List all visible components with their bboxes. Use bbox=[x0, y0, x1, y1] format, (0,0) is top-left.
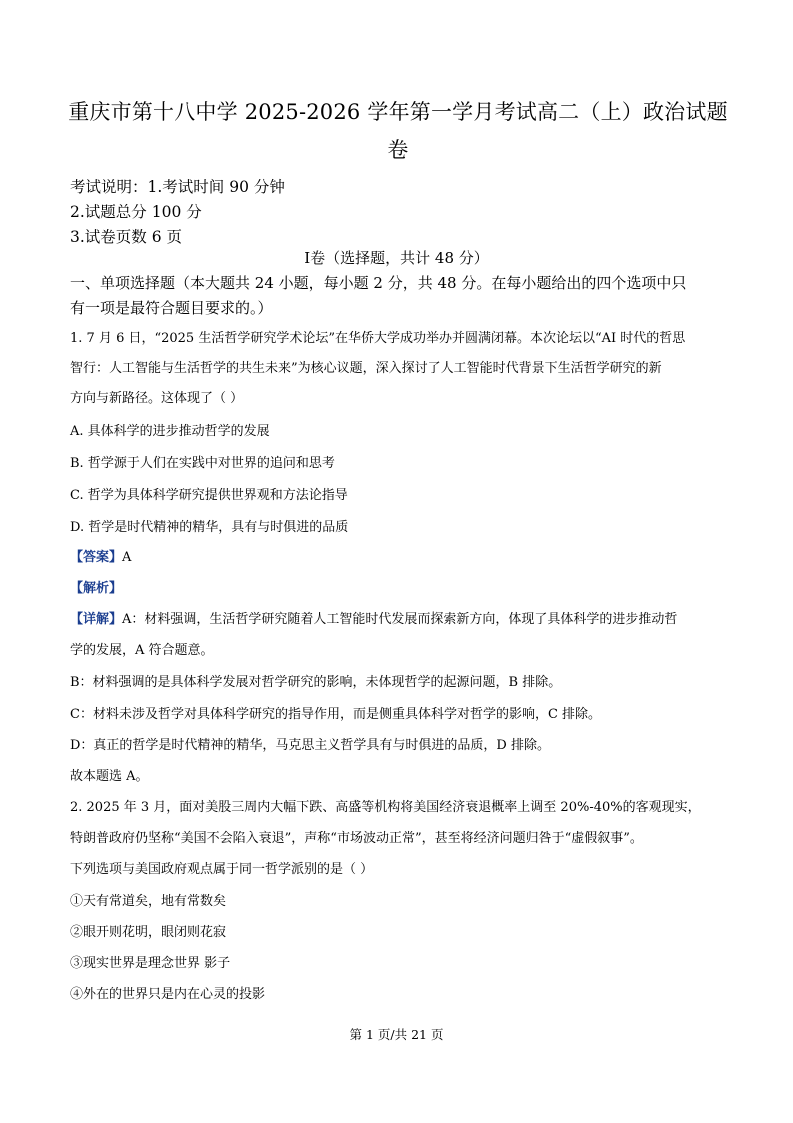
exam-info-score: 2.试题总分 100 分 bbox=[70, 203, 202, 221]
q2-stem-line-3: 下列选项与美国政府观点属于同一哲学派别的是（ ） bbox=[70, 862, 374, 877]
analysis-label: 【解析】 bbox=[70, 581, 123, 596]
q1-detail-c: C：材料未涉及哲学对具体科学研究的指导作用，而是侧重具体科学对哲学的影响，C 排除。 bbox=[70, 707, 602, 722]
exam-title bbox=[68, 93, 728, 169]
q1-detail-d: D：真正的哲学是时代精神的精华，马克思主义哲学具有与时俱进的品质，D 排除。 bbox=[70, 738, 550, 753]
exam-info-pages: 3.试卷页数 6 页 bbox=[70, 228, 183, 246]
q2-stem-line-1: 2. 2025 年 3 月，面对美股三周内大幅下跌、高盛等机构将美国经济衰退概率上调至 20%-40%的客观现实， bbox=[70, 800, 701, 815]
page-footer: 第 1 页/共 21 页 bbox=[349, 1027, 444, 1042]
title-line-1: 重庆市第十八中学 2025-2026 学年第一学月考试高二（上）政治试题 bbox=[68, 100, 728, 124]
q1-option-c: C. 哲学为具体科学研究提供世界观和方法论指导 bbox=[70, 488, 348, 503]
q2-item-1: ①天有常道矣，地有常数矣 bbox=[70, 894, 227, 909]
exam-info-time: 考试说明：1.考试时间 90 分钟 bbox=[70, 178, 285, 196]
answer-value: A bbox=[122, 550, 132, 565]
q1-analysis bbox=[70, 577, 122, 596]
answer-label: 【答案】 bbox=[70, 550, 123, 565]
q1-detail-line-2: 学的发展，A 符合题意。 bbox=[70, 643, 214, 658]
q1-detail-b: B：材料强调的是具体科学发展对哲学研究的影响，未体现哲学的起源问题，B 排除。 bbox=[70, 675, 562, 690]
q1-answer bbox=[70, 546, 131, 565]
q2-item-4: ④外在的世界只是内在心灵的投影 bbox=[70, 987, 266, 1002]
q1-stem-line-3: 方向与新路径。这体现了（ ） bbox=[70, 391, 244, 406]
q1-stem-line-2: 智行：人工智能与生活哲学的共生未来”为核心议题，深入探讨了人工智能时代背景下生活哲学研究的新 bbox=[70, 361, 662, 376]
detail-label: 【详解】 bbox=[70, 612, 123, 627]
section-heading-line-1: 一、单项选择题（本大题共 24 小题，每小题 2 分，共 48 分。在每小题给出的四个选项中只 bbox=[70, 274, 687, 292]
section-heading-line-2: 有一项是最符合题目要求的。） bbox=[70, 299, 273, 317]
q1-conclusion: 故本题选 A。 bbox=[70, 769, 149, 784]
part-title: Ⅰ卷（选择题，共计 48 分） bbox=[304, 249, 489, 267]
title-line-2: 卷 bbox=[387, 138, 409, 162]
q1-option-d: D. 哲学是时代精神的精华，具有与时俱进的品质 bbox=[70, 520, 349, 535]
detail-text: A：材料强调，生活哲学研究随着人工智能时代发展而探索新方向，体现了具体科学的进步推动哲 bbox=[122, 612, 678, 627]
q2-stem-line-2: 特朗普政府仍坚称“美国不会陷入衰退”，声称“市场波动正常”，甚至将经济问题归咎于“虚假叙事”。 bbox=[70, 831, 643, 846]
q2-item-2: ②眼开则花明，眼闭则花寂 bbox=[70, 925, 227, 940]
q1-detail-line-1 bbox=[70, 608, 677, 627]
q2-item-3: ③现实世界是理念世界 影子 bbox=[70, 956, 231, 971]
q1-option-b: B. 哲学源于人们在实践中对世界的追问和思考 bbox=[70, 456, 335, 471]
q1-stem-line-1: 1. 7 月 6 日，“2025 生活哲学研究学术论坛”在华侨大学成功举办并圆满闭幕。本次论坛以“AI 时代的哲思 bbox=[70, 331, 686, 346]
q1-option-a: A. 具体科学的进步推动哲学的发展 bbox=[70, 424, 270, 439]
